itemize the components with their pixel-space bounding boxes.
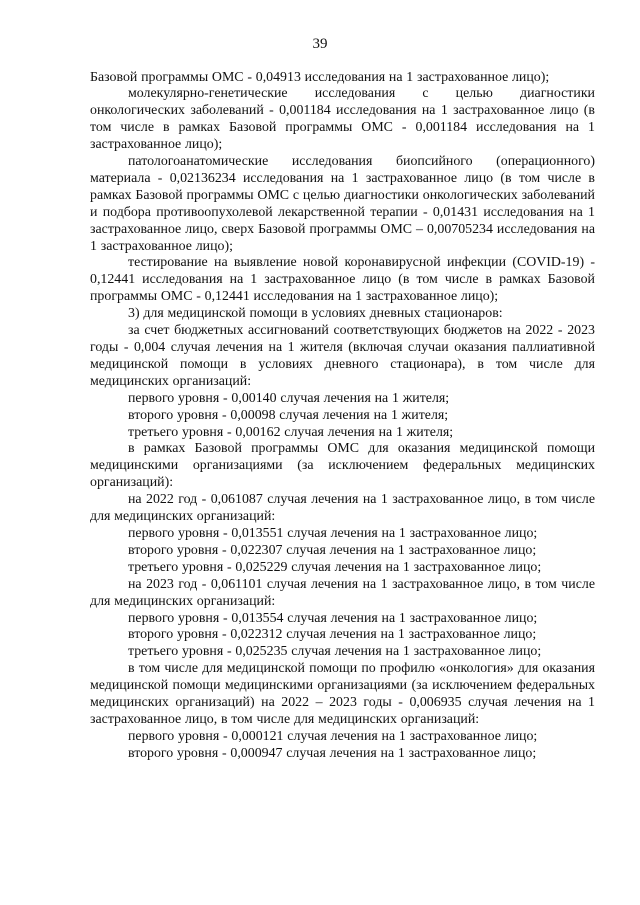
- paragraph-2023-level-1: первого уровня - 0,013554 случая лечения на 1 застрахованное лицо;: [128, 610, 538, 626]
- paragraph-2022-level-3: третьего уровня - 0,025229 случая лечения на 1 застрахованное лицо;: [128, 559, 542, 575]
- paragraph-2023-level-3: третьего уровня - 0,025235 случая лечения на 1 застрахованное лицо;: [128, 644, 542, 660]
- paragraph-covid-testing: тестирование на выявление новой коронавирусной инфекции (COVID-19) - 0,12441 исследования на 1 застрахованное лицо (в том числе в рамках Базовой программы ОМС - 0,12441 исследования на 1 застрахованное лицо);: [90, 255, 595, 305]
- paragraph-oncology-level-2: второго уровня - 0,000947 случая лечения на 1 застрахованное лицо;: [128, 745, 537, 761]
- page-number: 39: [312, 36, 328, 52]
- paragraph-2023-level-2: второго уровня - 0,022312 случая лечения на 1 застрахованное лицо;: [128, 627, 537, 643]
- paragraph-oncology-level-1: первого уровня - 0,000121 случая лечения на 1 застрахованное лицо;: [128, 728, 538, 744]
- paragraph-budget-level-2: второго уровня - 0,00098 случая лечения на 1 жителя;: [128, 407, 449, 423]
- paragraph-molecular-genetic: молекулярно-генетические исследования с целью диагностики онкологических заболеваний - 0,001184 исследования на 1 застрахованное лицо (в том числе в рамках Базовой программы ОМС - 0,001184 исследования на 1 застрахованное лицо);: [90, 86, 595, 153]
- paragraph-base-program: в рамках Базовой программы ОМС для оказания медицинской помощи медицинскими организациями (за исключением федеральных медицинских организаций):: [90, 441, 595, 491]
- paragraph-budget-level-3: третьего уровня - 0,00162 случая лечения на 1 жителя;: [128, 424, 454, 440]
- paragraph-continuation: Базовой программы ОМС - 0,04913 исследования на 1 застрахованное лицо);: [90, 69, 550, 85]
- paragraph-oncology: в том числе для медицинской помощи по профилю «онкология» для оказания медицинской помощи медицинскими организациями (за исключением федеральных медицинских организаций) на 2022 – 2023 годы - 0,006935 случая лечения на 1 застрахованное лицо, в том числе для медицинских организаций:: [90, 661, 595, 727]
- paragraph-budget-allocations: за счет бюджетных ассигнований соответствующих бюджетов на 2022 - 2023 годы - 0,004 случая лечения на 1 жителя (включая случаи оказания паллиативной медицинской помощи в условиях дневного стационара), в том числе для медицинских организаций:: [90, 323, 595, 389]
- paragraph-2022-level-2: второго уровня - 0,022307 случая лечения на 1 застрахованное лицо;: [128, 542, 537, 558]
- paragraph-2022-level-1: первого уровня - 0,013551 случая лечения на 1 застрахованное лицо;: [128, 525, 538, 541]
- paragraph-budget-level-1: первого уровня - 0,00140 случая лечения на 1 жителя;: [128, 390, 450, 406]
- paragraph-pathoanatomical: патологоанатомические исследования биопсийного (операционного) материала - 0,02136234 исследования на 1 застрахованное лицо (в том числе в рамках Базовой программы ОМС с целью диагностики онкологических заболеваний и подбора противоопухолевой лекарственной терапии - 0,01431 исследования на 1 застрахованное лицо, сверх Базовой программы ОМС – 0,00705234 исследования на 1 застрахованное лицо);: [90, 154, 595, 254]
- paragraph-section-3-heading: 3) для медицинской помощи в условиях дневных стационаров:: [128, 306, 503, 322]
- paragraph-year-2023: на 2023 год - 0,061101 случая лечения на 1 застрахованное лицо, в том числе для медицинских организаций:: [90, 576, 595, 609]
- document-body: [90, 70, 595, 763]
- paragraph-year-2022: на 2022 год - 0,061087 случая лечения на 1 застрахованное лицо, в том числе для медицинских организаций:: [90, 492, 595, 525]
